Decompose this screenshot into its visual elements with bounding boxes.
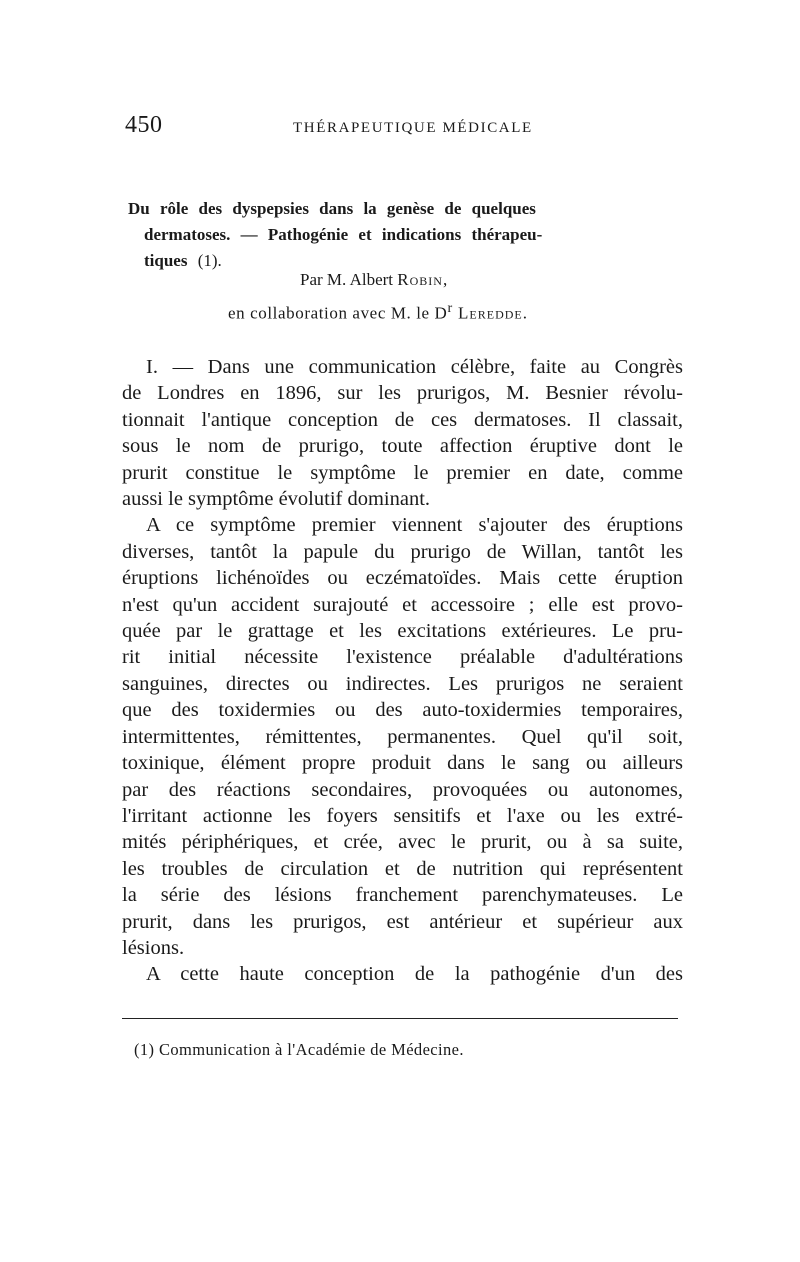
body-line: I. — Dans une communication célèbre, faite au Congrès [146, 356, 683, 378]
title-footnote-ref: (1). [187, 251, 222, 270]
collab-sup: r [447, 300, 453, 316]
running-head [125, 112, 685, 142]
author-name: Robin, [397, 270, 449, 289]
body-line: rit initial nécessite l'existence préalable d'adultérations [122, 646, 683, 669]
body-line: A ce symptôme premier viennent s'ajouter des éruptions [146, 514, 683, 537]
body-line: les troubles de circulation et de nutrition qui représentent [122, 857, 683, 880]
collaborator-line [228, 300, 528, 324]
page-number: 450 [125, 112, 163, 138]
article-title [128, 196, 696, 274]
body-line: éruptions lichénoïdes ou eczématoïdes. Mais cette éruption [122, 567, 683, 590]
body-text [122, 354, 683, 988]
body-line: intermittentes, rémittentes, permanentes. Quel qu'il soit, [122, 725, 683, 748]
body-line: par des réactions secondaires, provoquées ou autonomes, [122, 778, 683, 801]
body-line: n'est qu'un accident surajouté et accessoire ; elle est provo- [122, 593, 683, 616]
body-line: mités périphériques, et crée, avec le prurit, ou à sa suite, [122, 831, 683, 854]
article-title-line-text: tiques [144, 251, 188, 270]
body-line: quée par le grattage et les excitations extérieures. Le pru- [122, 620, 683, 643]
body-line: prurit constitue le symptôme le premier en date, comme [122, 461, 683, 484]
body-line: tionnait l'antique conception de ces dermatoses. Il classait, [122, 408, 683, 431]
body-line: A cette haute conception de la pathogénie d'un des [146, 963, 683, 986]
author-prefix: Par M. Albert [300, 270, 398, 289]
body-line: sous le nom de prurigo, toute affection éruptive dont le [122, 435, 683, 458]
body-line: toxinique, élément propre produit dans le sang ou ailleurs [122, 752, 683, 775]
body-line: de Londres en 1896, sur les prurigos, M. Besnier révolu- [122, 382, 683, 405]
footnote-rule [122, 1018, 678, 1019]
body-line: aussi le symptôme évolutif dominant. [122, 488, 431, 511]
author-line [300, 270, 448, 290]
article-title-line: dermatoses. — Pathogénie et indications thérapeu- [144, 225, 543, 244]
article-title-line: Du rôle des dyspepsies dans la genèse de quelques [128, 199, 536, 218]
footnote: (1) Communication à l'Académie de Médecine. [134, 1040, 464, 1059]
body-line: la série des lésions franchement parenchymateuses. Le [122, 884, 683, 907]
body-line: que des toxidermies ou des auto-toxidermies temporaires, [122, 699, 683, 722]
body-line: l'irritant actionne les foyers sensitifs et l'axe ou les extré- [122, 804, 683, 827]
body-line: sanguines, directes ou indirectes. Les prurigos ne seraient [122, 672, 683, 695]
body-line: diverses, tantôt la papule du prurigo de Willan, tantôt les [122, 540, 683, 563]
collaborator-name: Leredde. [452, 303, 528, 323]
collab-prefix: en collaboration avec M. le D [228, 303, 448, 323]
running-title: THÉRAPEUTIQUE MÉDICALE [293, 120, 533, 136]
body-line: lésions. [122, 936, 185, 959]
body-line: prurit, dans les prurigos, est antérieur et supérieur aux [122, 910, 683, 933]
